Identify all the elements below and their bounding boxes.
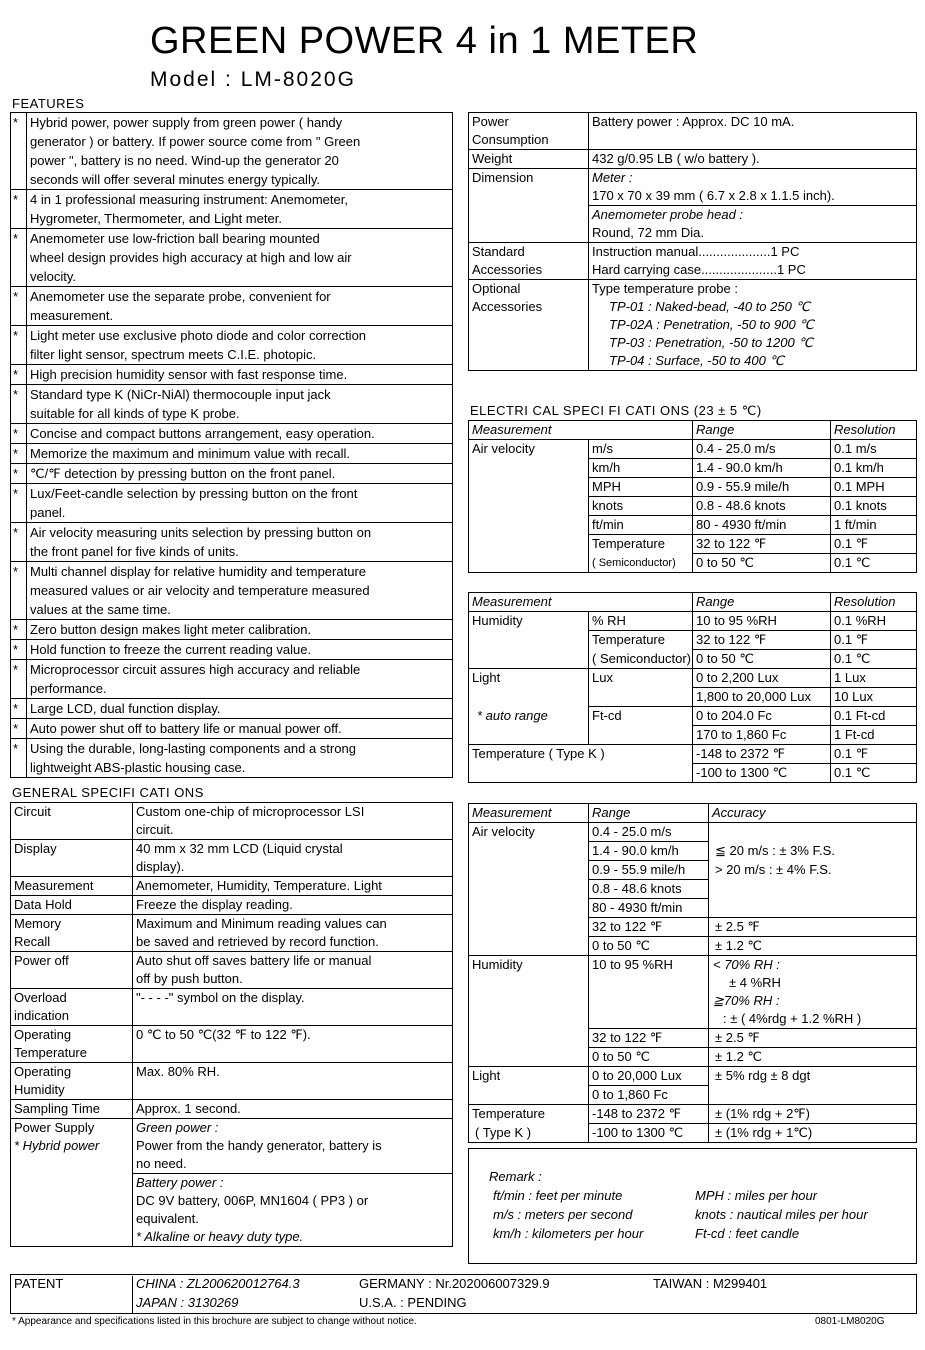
spec-label: Memory: [11, 915, 133, 934]
accuracy-cell: ± (1% rdg + 1℃): [709, 1124, 917, 1143]
feature-item: [11, 444, 453, 464]
spec-value: 432 g/0.95 LB ( w/o battery ).: [589, 150, 917, 169]
range-cell: 0 to 50 ℃: [693, 650, 831, 669]
feature-line: Anemometer use the separate probe, convenient for: [30, 289, 331, 304]
feature-text: [27, 464, 453, 484]
spec-value: Maximum and Minimum reading values can: [133, 915, 453, 934]
feature-text: [27, 287, 453, 326]
spec-label: Consumption: [469, 131, 589, 150]
feature-line: generator ) or battery. If power source come from " Green: [30, 134, 361, 149]
feature-line: Memorize the maximum and minimum value with recall.: [30, 446, 351, 461]
range-cell: 0.8 - 48.6 knots: [693, 497, 831, 516]
remark-item: km/h : kilometers per hour: [493, 1226, 644, 1241]
accuracy-cell: ± 2.5 ℉: [709, 918, 917, 937]
spec-label: Recall: [11, 933, 133, 952]
column-header: Measurement: [469, 593, 693, 612]
feature-line: lightweight ABS-plastic housing case.: [30, 760, 246, 775]
range-cell: 0 to 204.0 Fc: [693, 707, 831, 726]
feature-item: [11, 365, 453, 385]
range-cell: 32 to 122 ℉: [693, 631, 831, 650]
feature-item: [11, 113, 453, 190]
feature-item: [11, 562, 453, 620]
feature-item: [11, 719, 453, 739]
spec-label: Measurement: [11, 877, 133, 896]
spec-label: Humidity: [11, 1081, 133, 1100]
bullet-star: *: [11, 365, 27, 385]
accuracy-cell: < 70% RH :: [709, 956, 917, 975]
remark-item: m/s : meters per second: [493, 1207, 633, 1222]
bullet-star: *: [11, 660, 27, 699]
range-cell: 0.9 - 55.9 mile/h: [589, 861, 709, 880]
spec-value: 0 ℃ to 50 ℃(32 ℉ to 122 ℉).: [133, 1026, 453, 1063]
patent-china: CHINA : ZL200620012764.3: [136, 1276, 300, 1291]
feature-item: [11, 484, 453, 523]
feature-item: [11, 190, 453, 229]
unit-cell: knots: [589, 497, 693, 516]
accuracy-table: [468, 803, 917, 1143]
spec-label: Optional: [469, 280, 589, 299]
range-cell: 1.4 - 90.0 km/h: [693, 459, 831, 478]
patent-box: [10, 1274, 917, 1314]
accuracy-cell: ± 1.2 ℃: [709, 937, 917, 956]
range-cell: -148 to 2372 ℉: [589, 1105, 709, 1124]
bullet-star: *: [11, 699, 27, 719]
range-cell: 32 to 122 ℉: [693, 535, 831, 554]
feature-item: [11, 464, 453, 484]
unit-cell: Lux: [589, 669, 693, 707]
range-cell: 1,800 to 20,000 Lux: [693, 688, 831, 707]
resolution-cell: 1 Ft-cd: [831, 726, 917, 745]
unit-cell: Ft-cd: [589, 707, 693, 745]
spec-label: Accessories: [469, 261, 589, 280]
spec-value: TP-03 : Penetration, -50 to 1200 ℃: [589, 334, 917, 352]
unit-cell: Temperature: [589, 631, 693, 650]
feature-line: the front panel for five kinds of units.: [30, 544, 239, 559]
patent-label: PATENT: [14, 1276, 64, 1291]
spec-label: Operating: [11, 1063, 133, 1082]
range-cell: 0.8 - 48.6 knots: [589, 880, 709, 899]
column-header: Accuracy: [709, 804, 917, 823]
resolution-cell: 0.1 ℉: [831, 535, 917, 554]
spec-value: off by push button.: [133, 970, 453, 989]
feature-text: [27, 424, 453, 444]
feature-line: Zero button design makes light meter calibration.: [30, 622, 312, 637]
feature-line: Using the durable, long-lasting components and a strong: [30, 741, 356, 756]
general-heading: GENERAL SPECIFI CATI ONS: [12, 785, 204, 800]
spec-value: "- - - -" symbol on the display.: [133, 989, 453, 1026]
bullet-star: *: [11, 113, 27, 190]
remark-item: Ft-cd : feet candle: [695, 1226, 800, 1241]
bullet-star: *: [11, 287, 27, 326]
feature-text: [27, 113, 453, 190]
feature-line: Microprocessor circuit assures high accuracy and reliable: [30, 662, 361, 677]
remark-item: MPH : miles per hour: [695, 1188, 818, 1203]
row-group-label: ( Type K ): [469, 1124, 589, 1143]
resolution-cell: 0.1 ℃: [831, 554, 917, 573]
resolution-cell: 0.1 ℃: [831, 650, 917, 669]
feature-line: filter light sensor, spectrum meets C.I.E. photopic.: [30, 347, 317, 362]
spec-value: Max. 80% RH.: [133, 1063, 453, 1100]
feature-line: panel.: [30, 505, 66, 520]
accuracy-cell: ± 4 %RH: [709, 974, 917, 992]
patent-taiwan: TAIWAN : M299401: [653, 1276, 768, 1291]
feature-line: velocity.: [30, 269, 76, 284]
spec-value: TP-04 : Surface, -50 to 400 ℃: [589, 352, 917, 371]
patent-divider: [132, 1276, 133, 1314]
feature-text: [27, 444, 453, 464]
feature-item: [11, 640, 453, 660]
bullet-star: *: [11, 464, 27, 484]
row-group-label: Light: [469, 669, 589, 688]
feature-text: [27, 523, 453, 562]
accuracy-cell: ≦ 20 m/s : ± 3% F.S.: [709, 842, 917, 861]
range-cell: 0.4 - 25.0 m/s: [693, 440, 831, 459]
electrical-heading: ELECTRI CAL SPECI FI CATI ONS (23 ± 5 ℃): [470, 403, 762, 418]
spec-value: Anemometer probe head :: [589, 206, 917, 225]
column-header: Measurement: [469, 421, 693, 440]
range-cell: 10 to 95 %RH: [693, 612, 831, 631]
feature-line: performance.: [30, 681, 107, 696]
spec-value: Freeze the display reading.: [133, 896, 453, 915]
unit-cell: % RH: [589, 612, 693, 631]
range-cell: 0.4 - 25.0 m/s: [589, 823, 709, 842]
bullet-star: *: [11, 424, 27, 444]
spec-value: circuit.: [133, 821, 453, 840]
spec-label: Sampling Time: [11, 1100, 133, 1119]
column-header: Range: [589, 804, 709, 823]
range-cell: 0 to 2,200 Lux: [693, 669, 831, 688]
spec-label: Circuit: [11, 803, 133, 840]
general-specs-table: [10, 802, 453, 1247]
feature-text: [27, 620, 453, 640]
accuracy-cell: ± 1.2 ℃: [709, 1048, 917, 1067]
range-cell: 80 - 4930 ft/min: [589, 899, 709, 918]
spec-value: Approx. 1 second.: [133, 1100, 453, 1119]
bullet-star: *: [11, 523, 27, 562]
feature-text: [27, 719, 453, 739]
resolution-cell: 1 Lux: [831, 669, 917, 688]
resolution-cell: 10 Lux: [831, 688, 917, 707]
spec-value: * Alkaline or heavy duty type.: [133, 1228, 453, 1247]
feature-line: 4 in 1 professional measuring instrument: Anemometer,: [30, 192, 348, 207]
humidity-light-resolution-table: [468, 592, 917, 783]
feature-line: Air velocity measuring units selection by pressing button on: [30, 525, 372, 540]
spec-value: DC 9V battery, 006P, MN1604 ( PP3 ) or: [133, 1192, 453, 1210]
accuracy-cell: ± (1% rdg + 2℉): [709, 1105, 917, 1124]
range-cell: 80 - 4930 ft/min: [693, 516, 831, 535]
spec-label: Power: [469, 113, 589, 132]
document-code: 0801-LM8020G: [815, 1316, 885, 1327]
feature-line: Lux/Feet-candle selection by pressing button on the front: [30, 486, 358, 501]
resolution-cell: 0.1 ℉: [831, 631, 917, 650]
remark-title: Remark :: [489, 1169, 542, 1184]
resolution-cell: 0.1 ℉: [831, 745, 917, 764]
feature-line: Large LCD, dual function display.: [30, 701, 221, 716]
feature-line: seconds will offer several minutes energy typically.: [30, 172, 320, 187]
column-header: Range: [693, 593, 831, 612]
column-header: Resolution: [831, 421, 917, 440]
page-title: GREEN POWER 4 in 1 METER: [150, 20, 699, 62]
range-cell: 1.4 - 90.0 km/h: [589, 842, 709, 861]
accuracy-cell: ≧70% RH :: [709, 992, 917, 1010]
air-velocity-resolution-table: [468, 420, 917, 573]
model-number: Model : LM-8020G: [150, 68, 356, 91]
feature-line: Hybrid power, power supply from green power ( handy: [30, 115, 343, 130]
spec-label: Operating: [11, 1026, 133, 1045]
range-cell: 0.9 - 55.9 mile/h: [693, 478, 831, 497]
feature-item: [11, 229, 453, 287]
feature-line: ℃/℉ detection by pressing button on the front panel.: [30, 466, 336, 481]
bullet-star: *: [11, 326, 27, 365]
feature-line: Auto power shut off to battery life or manual power off.: [30, 721, 342, 736]
bullet-star: *: [11, 620, 27, 640]
spec-label: Overload: [11, 989, 133, 1008]
feature-line: Anemometer use low-friction ball bearing mounted: [30, 231, 320, 246]
resolution-cell: 1 ft/min: [831, 516, 917, 535]
spec-value: Battery power : Approx. DC 10 mA.: [589, 113, 917, 150]
features-heading: FEATURES: [12, 96, 85, 111]
feature-text: [27, 660, 453, 699]
feature-text: [27, 190, 453, 229]
unit-cell: km/h: [589, 459, 693, 478]
row-group-label: Temperature ( Type K ): [469, 745, 693, 783]
range-cell: 0 to 1,860 Fc: [589, 1086, 709, 1105]
feature-item: [11, 385, 453, 424]
patent-usa: U.S.A. : PENDING: [359, 1295, 467, 1310]
resolution-cell: 0.1 %RH: [831, 612, 917, 631]
feature-line: wheel design provides high accuracy at high and low air: [30, 250, 352, 265]
remark-box: [468, 1148, 917, 1264]
spec-value: TP-02A : Penetration, -50 to 900 ℃: [589, 316, 917, 334]
accuracy-cell: > 20 m/s : ± 4% F.S.: [709, 861, 917, 880]
column-header: Measurement: [469, 804, 589, 823]
feature-text: [27, 385, 453, 424]
feature-text: [27, 484, 453, 523]
range-cell: 0 to 50 ℃: [589, 937, 709, 956]
feature-item: [11, 326, 453, 365]
spec-value: Auto shut off saves battery life or manual: [133, 952, 453, 971]
spec-value: display).: [133, 858, 453, 877]
spec-label: Display: [11, 840, 133, 877]
feature-line: Multi channel display for relative humidity and temperature: [30, 564, 367, 579]
resolution-cell: 0.1 m/s: [831, 440, 917, 459]
row-group-label: Light: [469, 1067, 589, 1105]
feature-item: [11, 699, 453, 719]
accuracy-cell: ± 2.5 ℉: [709, 1029, 917, 1048]
bullet-star: *: [11, 229, 27, 287]
feature-text: [27, 739, 453, 778]
range-cell: 0 to 50 ℃: [589, 1048, 709, 1067]
feature-line: values at the same time.: [30, 602, 171, 617]
bullet-star: *: [11, 385, 27, 424]
bullet-star: *: [11, 739, 27, 778]
feature-item: [11, 424, 453, 444]
spec-label: Standard: [469, 243, 589, 262]
feature-line: measurement.: [30, 308, 114, 323]
resolution-cell: 0.1 knots: [831, 497, 917, 516]
spec-label: Power Supply: [11, 1119, 133, 1138]
spec-value: be saved and retrieved by record function.: [133, 933, 453, 952]
spec-value: 170 x 70 x 39 mm ( 6.7 x 2.8 x 1.1.5 inch).: [589, 187, 917, 206]
row-group-label: Air velocity: [469, 440, 589, 573]
footnote: * Appearance and specifications listed in this brochure are subject to change without notice.: [12, 1316, 417, 1327]
spec-label: Power off: [11, 952, 133, 989]
feature-line: High precision humidity sensor with fast response time.: [30, 367, 348, 382]
spec-value: Meter :: [589, 169, 917, 188]
bullet-star: *: [11, 640, 27, 660]
feature-line: measured values or air velocity and temperature measured: [30, 583, 370, 598]
accuracy-cell: ± 5% rdg ± 8 dgt: [709, 1067, 917, 1086]
resolution-cell: 0.1 MPH: [831, 478, 917, 497]
feature-line: Hold function to freeze the current reading value.: [30, 642, 312, 657]
bullet-star: *: [11, 719, 27, 739]
spec-value: TP-01 : Naked-bead, -40 to 250 ℃: [589, 298, 917, 316]
range-cell: 170 to 1,860 Fc: [693, 726, 831, 745]
feature-line: Concise and compact buttons arrangement, easy operation.: [30, 426, 375, 441]
features-table: [10, 112, 453, 778]
range-cell: 0 to 50 ℃: [693, 554, 831, 573]
unit-cell: ( Semiconductor): [589, 554, 693, 573]
spec-value: equivalent.: [133, 1210, 453, 1228]
feature-text: [27, 562, 453, 620]
unit-cell: ( Semiconductor): [589, 650, 693, 669]
remark-item: ft/min : feet per minute: [493, 1188, 623, 1203]
resolution-cell: 0.1 km/h: [831, 459, 917, 478]
range-cell: 0 to 20,000 Lux: [589, 1067, 709, 1086]
feature-line: power ", battery is no need. Wind-up the generator 20: [30, 153, 339, 168]
remark-item: knots : nautical miles per hour: [695, 1207, 868, 1222]
spec-value: Instruction manual....................1 PC: [589, 243, 917, 262]
spec-label: * Hybrid power: [11, 1137, 133, 1155]
range-cell: 10 to 95 %RH: [589, 956, 709, 1029]
feature-item: [11, 523, 453, 562]
feature-item: [11, 287, 453, 326]
power-accessories-table: [468, 112, 917, 371]
patent-germany: GERMANY : Nr.202006007329.9: [359, 1276, 550, 1291]
resolution-cell: 0.1 ℃: [831, 764, 917, 783]
feature-text: [27, 229, 453, 287]
spec-value: Power from the handy generator, battery is: [133, 1137, 453, 1155]
spec-value: Anemometer, Humidity, Temperature. Light: [133, 877, 453, 896]
spec-label: Accessories: [469, 298, 589, 316]
spec-value: no need.: [133, 1155, 453, 1174]
feature-line: Standard type K (NiCr-NiAl) thermocouple input jack: [30, 387, 331, 402]
spec-label: Weight: [469, 150, 589, 169]
bullet-star: *: [11, 190, 27, 229]
feature-item: [11, 620, 453, 640]
auto-range-note: * auto range: [469, 707, 589, 726]
unit-cell: ft/min: [589, 516, 693, 535]
spec-value: Green power :: [133, 1119, 453, 1138]
bullet-star: *: [11, 484, 27, 523]
feature-line: Hygrometer, Thermometer, and Light meter.: [30, 211, 282, 226]
feature-text: [27, 699, 453, 719]
spec-label: Temperature: [11, 1044, 133, 1063]
spec-value: Hard carrying case.....................1 PC: [589, 261, 917, 280]
column-header: Range: [693, 421, 831, 440]
range-cell: 32 to 122 ℉: [589, 1029, 709, 1048]
row-group-label: Temperature: [469, 1105, 589, 1124]
spec-value: Round, 72 mm Dia.: [589, 224, 917, 243]
column-header: Resolution: [831, 593, 917, 612]
range-cell: -148 to 2372 ℉: [693, 745, 831, 764]
feature-line: suitable for all kinds of type K probe.: [30, 406, 240, 421]
feature-item: [11, 660, 453, 699]
feature-text: [27, 326, 453, 365]
unit-cell: m/s: [589, 440, 693, 459]
spec-label: Data Hold: [11, 896, 133, 915]
spec-value: Battery power :: [133, 1174, 453, 1193]
row-group-label: Air velocity: [469, 823, 589, 956]
accuracy-cell: : ± ( 4%rdg + 1.2 %RH ): [709, 1010, 917, 1029]
feature-text: [27, 365, 453, 385]
range-cell: 32 to 122 ℉: [589, 918, 709, 937]
bullet-star: *: [11, 444, 27, 464]
range-cell: -100 to 1300 ℃: [589, 1124, 709, 1143]
spec-label: Dimension: [469, 169, 589, 243]
feature-text: [27, 640, 453, 660]
unit-cell: Temperature: [589, 535, 693, 554]
row-group-label: Humidity: [469, 612, 589, 669]
spec-value: Custom one-chip of microprocessor LSI: [133, 803, 453, 822]
row-group-label: Humidity: [469, 956, 589, 1067]
resolution-cell: 0.1 Ft-cd: [831, 707, 917, 726]
spec-value: Type temperature probe :: [589, 280, 917, 299]
bullet-star: *: [11, 562, 27, 620]
spec-label: indication: [11, 1007, 133, 1026]
range-cell: -100 to 1300 ℃: [693, 764, 831, 783]
spec-value: 40 mm x 32 mm LCD (Liquid crystal: [133, 840, 453, 859]
feature-line: Light meter use exclusive photo diode and color correction: [30, 328, 367, 343]
feature-item: [11, 739, 453, 778]
patent-japan: JAPAN : 3130269: [136, 1295, 239, 1310]
unit-cell: MPH: [589, 478, 693, 497]
